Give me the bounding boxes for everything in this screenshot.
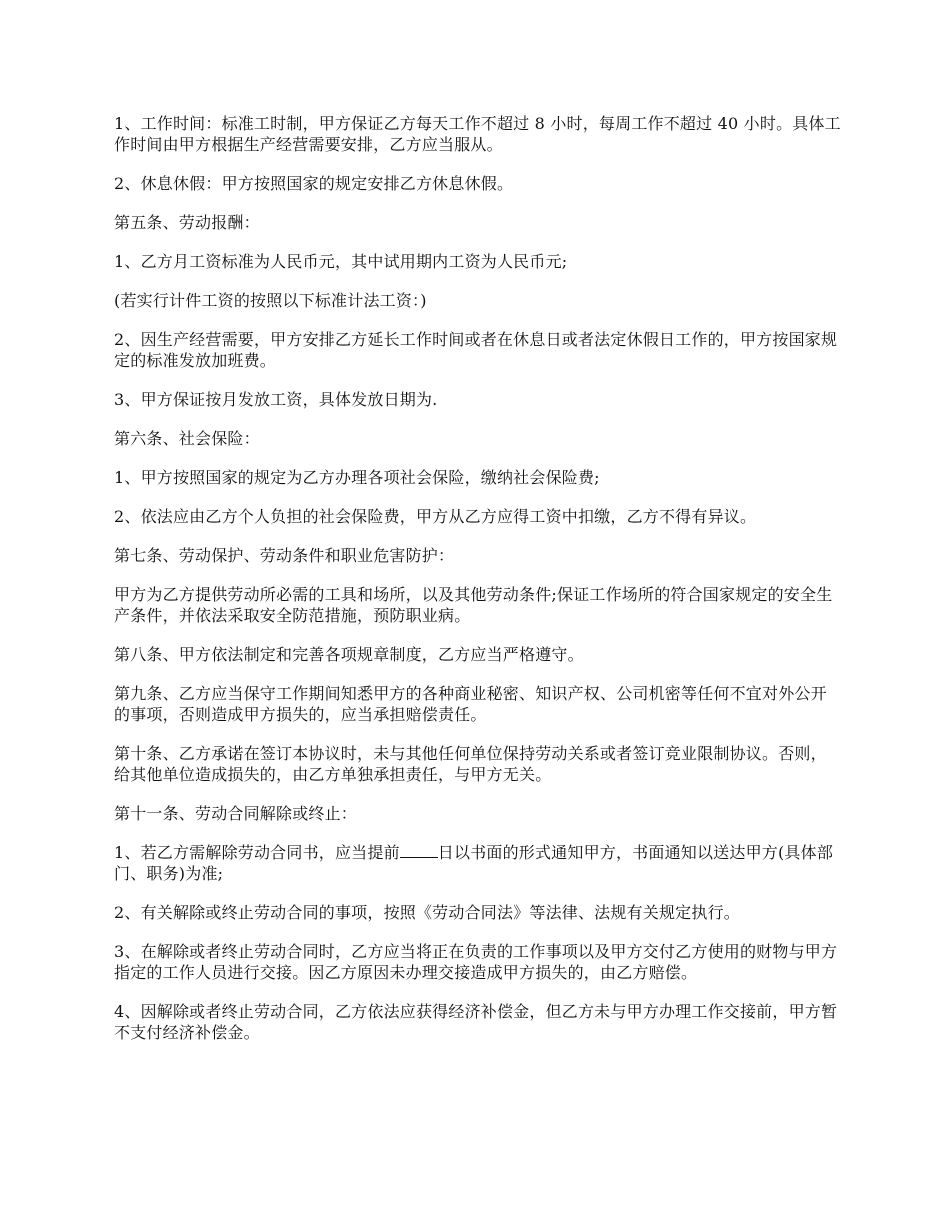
- paragraph-compensation: 4、因解除或者终止劳动合同，乙方依法应获得经济补偿金，但乙方未与甲方办理工作交接前，甲方暂不支付经济补偿金。: [114, 1002, 838, 1042]
- paragraph-pay-date: 3、甲方保证按月发放工资，具体发放日期为.: [114, 390, 438, 409]
- document-page: [114, 113, 842, 1061]
- paragraph-piece-rate: (若实行计件工资的按照以下标准计法工资：): [114, 291, 427, 310]
- heading-article-11: 第十一条、劳动合同解除或终止：: [114, 804, 358, 823]
- termination-notice-after: 日以书面的形式通知甲方，书面通知以送达甲方(具体部门、职务)为准;: [114, 843, 834, 883]
- paragraph-article-8: 第八条、甲方依法制定和完善各项规章制度，乙方应当严格遵守。: [114, 645, 584, 664]
- paragraph-article-9: 第九条、乙方应当保守工作期间知悉甲方的各种商业秘密、知识产权、公司机密等任何不宜对外公开的事项，否则造成甲方损失的，应当承担赔偿责任。: [114, 684, 827, 724]
- heading-article-6: 第六条、社会保险：: [114, 429, 260, 448]
- paragraph-labor-protection: 甲方为乙方提供劳动所必需的工具和场所，以及其他劳动条件;保证工作场所的符合国家规定的安全生产条件，并依法采取安全防范措施，预防职业病。: [114, 585, 833, 625]
- paragraph-termination-law: 2、有关解除或终止劳动合同的事项，按照《劳动合同法》等法律、法规有关规定执行。: [114, 903, 740, 922]
- heading-article-7: 第七条、劳动保护、劳动条件和职业危害防护：: [114, 546, 455, 565]
- paragraph-termination-notice: [114, 842, 842, 884]
- paragraph-social-insurance-1: 1、甲方按照国家的规定为乙方办理各项社会保险，缴纳社会保险费;: [114, 468, 600, 487]
- paragraph-rest-leave: 2、休息休假：甲方按照国家的规定安排乙方休息休假。: [114, 174, 514, 193]
- paragraph-article-10: 第十条、乙方承诺在签订本协议时，未与其他任何单位保持劳动关系或者签订竞业限制协议。否则，给其他单位造成损失的，由乙方单独承担责任，与甲方无关。: [114, 744, 827, 784]
- termination-notice-before: 1、若乙方需解除劳动合同书，应当提前: [114, 843, 400, 862]
- paragraph-social-insurance-2: 2、依法应由乙方个人负担的社会保险费，甲方从乙方应得工资中扣缴，乙方不得有异议。: [114, 507, 757, 526]
- paragraph-overtime: 2、因生产经营需要，甲方安排乙方延长工作时间或者在休息日或者法定休假日工作的，甲方按国家规定的标准发放加班费。: [114, 330, 838, 370]
- paragraph-monthly-salary: 1、乙方月工资标准为人民币元，其中试用期内工资为人民币元;: [114, 252, 568, 271]
- heading-article-5: 第五条、劳动报酬：: [114, 213, 260, 232]
- paragraph-work-hours: 1、工作时间：标准工时制，甲方保证乙方每天工作不超过 8 小时，每周工作不超过 40 小时。具体工作时间由甲方根据生产经营需要安排，乙方应当服从。: [114, 114, 841, 154]
- blank-days-field: [400, 843, 438, 858]
- paragraph-handover: 3、在解除或者终止劳动合同时，乙方应当将正在负责的工作事项以及甲方交付乙方使用的财物与甲方指定的工作人员进行交接。因乙方原因未办理交接造成甲方损失的，由乙方赔偿。: [114, 942, 838, 982]
